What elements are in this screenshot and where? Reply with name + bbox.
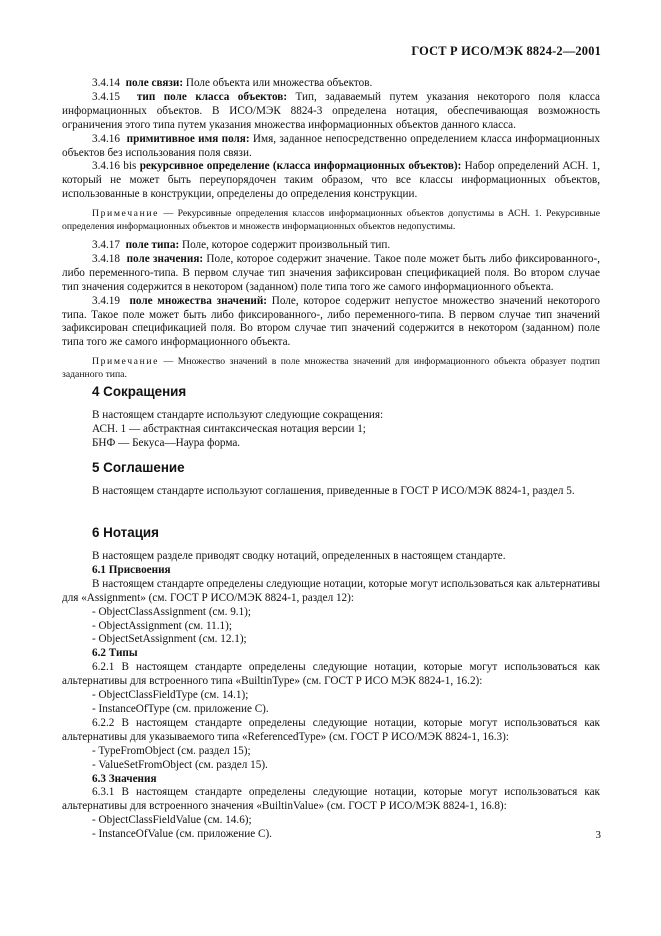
- notation-item: - TypeFromObject (см. раздел 15);: [92, 744, 251, 757]
- subsection-6-1-title: 6.1 Присвоения: [92, 563, 171, 576]
- note-recursive: Примечание — Рекурсивные определения классов информационных объектов допустимы в АСН. 1. Рекурсивные определения информационных объектов и множеств информационных объектов недопустимы.: [62, 208, 600, 232]
- section-5-text: В настоящем стандарте используют соглашения, приведенные в ГОСТ Р ИСО/МЭК 8824-1, раздел 5.: [92, 485, 575, 497]
- def-3-4-14: 3.4.14 поле связи: Поле объекта или множества объектов.: [92, 77, 373, 89]
- section-4: [62, 384, 600, 451]
- definitions: [62, 77, 600, 381]
- page-number: 3: [595, 829, 601, 841]
- section-6-title: 6 Нотация: [92, 525, 159, 540]
- def-3-4-16-bis: 3.4.16 bis рекурсивное определение (класса информационных объектов): Набор определений АСН. 1, который не может быть переупорядочен таким образом, что все классы информационных объектов, использованные в конструкции, определены до определения конструкции.: [62, 160, 600, 201]
- subsection-6-3-title: 6.3 Значения: [92, 772, 157, 785]
- subsection-6-1-text: В настоящем стандарте определены следующие нотации, которые могут использоваться как альтернативы для «Assignment» (см. ГОСТ Р ИСО/МЭК 8824-1, раздел 12):: [62, 577, 600, 604]
- notation-item: - ObjectClassAssignment (см. 9.1);: [92, 605, 252, 618]
- section-5-title: 5 Соглашение: [92, 460, 185, 475]
- def-3-4-19: 3.4.19 поле множества значений: Поле, которое содержит непустое множество значений некоторого типа. Такое поле может быть либо фиксированного-, либо переменного-типа. В первом случае тип значений зафиксирован спецификацией поля. Во втором случае тип значений содержится в некотором (заданном) поле типа того же самого информационного объекта.: [62, 294, 601, 349]
- section-6: [62, 525, 600, 842]
- notation-item: - ObjectClassFieldValue (см. 14.6);: [92, 814, 252, 827]
- clause-6-3-1: 6.3.1 В настоящем стандарте определены следующие нотации, которые могут использоваться как альтернативы для встроенного значения «BuiltinValue» (см. ГОСТ Р ИСО/МЭК 8824-1, 16.8):: [62, 786, 600, 813]
- notation-item: - InstanceOfType (см. приложение С).: [92, 702, 269, 715]
- def-3-4-17: 3.4.17 поле типа: Поле, которое содержит произвольный тип.: [92, 238, 391, 251]
- notation-item: - ObjectAssignment (см. 11.1);: [92, 619, 232, 632]
- clause-6-2-1: 6.2.1 В настоящем стандарте определены следующие нотации, которые могут использоваться как альтернативы для встроенного типа «BuiltinType» (см. ГОСТ Р ИСО МЭК 8824-1, 16.2):: [62, 661, 600, 688]
- abbrev-item: АСН. 1 — абстрактная синтаксическая нотация версии 1;: [92, 422, 366, 435]
- subsection-6-2-title: 6.2 Типы: [92, 647, 138, 660]
- clause-6-2-2: 6.2.2 В настоящем стандарте определены следующие нотации, которые могут использоваться как альтернативы для указываемого типа «ReferencedType» (см. ГОСТ Р ИСО/МЭК 8824-1, 16.3):: [62, 716, 600, 743]
- notation-item: - ObjectClassFieldType (см. 14.1);: [92, 689, 249, 702]
- running-header: ГОСТ Р ИСО/МЭК 8824-2—2001: [411, 44, 601, 58]
- note-value-set: Примечание — Множество значений в поле множества значений для информационного объекта образует подтип заданного типа.: [62, 356, 600, 380]
- notation-item: - ValueSetFromObject (см. раздел 15).: [92, 758, 268, 771]
- def-3-4-15: 3.4.15 тип поле класса объектов: Тип, задаваемый путем указания некоторого поля класса информационных объектов. В ИСО/МЭК 8824-3 определена нотация, обеспечивающая возможность ограничения этого типа путем указания множества информационных объектов данного класса.: [62, 90, 600, 131]
- notation-item: - InstanceOfValue (см. приложение С).: [92, 828, 272, 841]
- abbrev-item: БНФ — Бекуса—Наура форма.: [92, 436, 241, 449]
- def-3-4-16: 3.4.16 примитивное имя поля: Имя, заданное непосредственно определением класса информационных объектов без использования поля связи.: [62, 132, 601, 159]
- notation-item: - ObjectSetAssignment (см. 12.1);: [92, 633, 247, 646]
- section-5: [62, 460, 600, 499]
- section-4-title: 4 Сокращения: [92, 384, 187, 399]
- section-6-intro: В настоящем разделе приводят сводку нотаций, определенных в настоящем стандарте.: [92, 550, 506, 562]
- section-4-intro: В настоящем стандарте используют следующие сокращения:: [92, 409, 384, 421]
- def-3-4-18: 3.4.18 поле значения: Поле, которое содержит значение. Такое поле может быть либо фиксированного-, либо переменного-типа. В первом случае тип значения зафиксирован спецификацией поля. Во втором случае тип значения содержится в некотором (заданном) поле типа того же самого информационного объекта.: [62, 252, 600, 293]
